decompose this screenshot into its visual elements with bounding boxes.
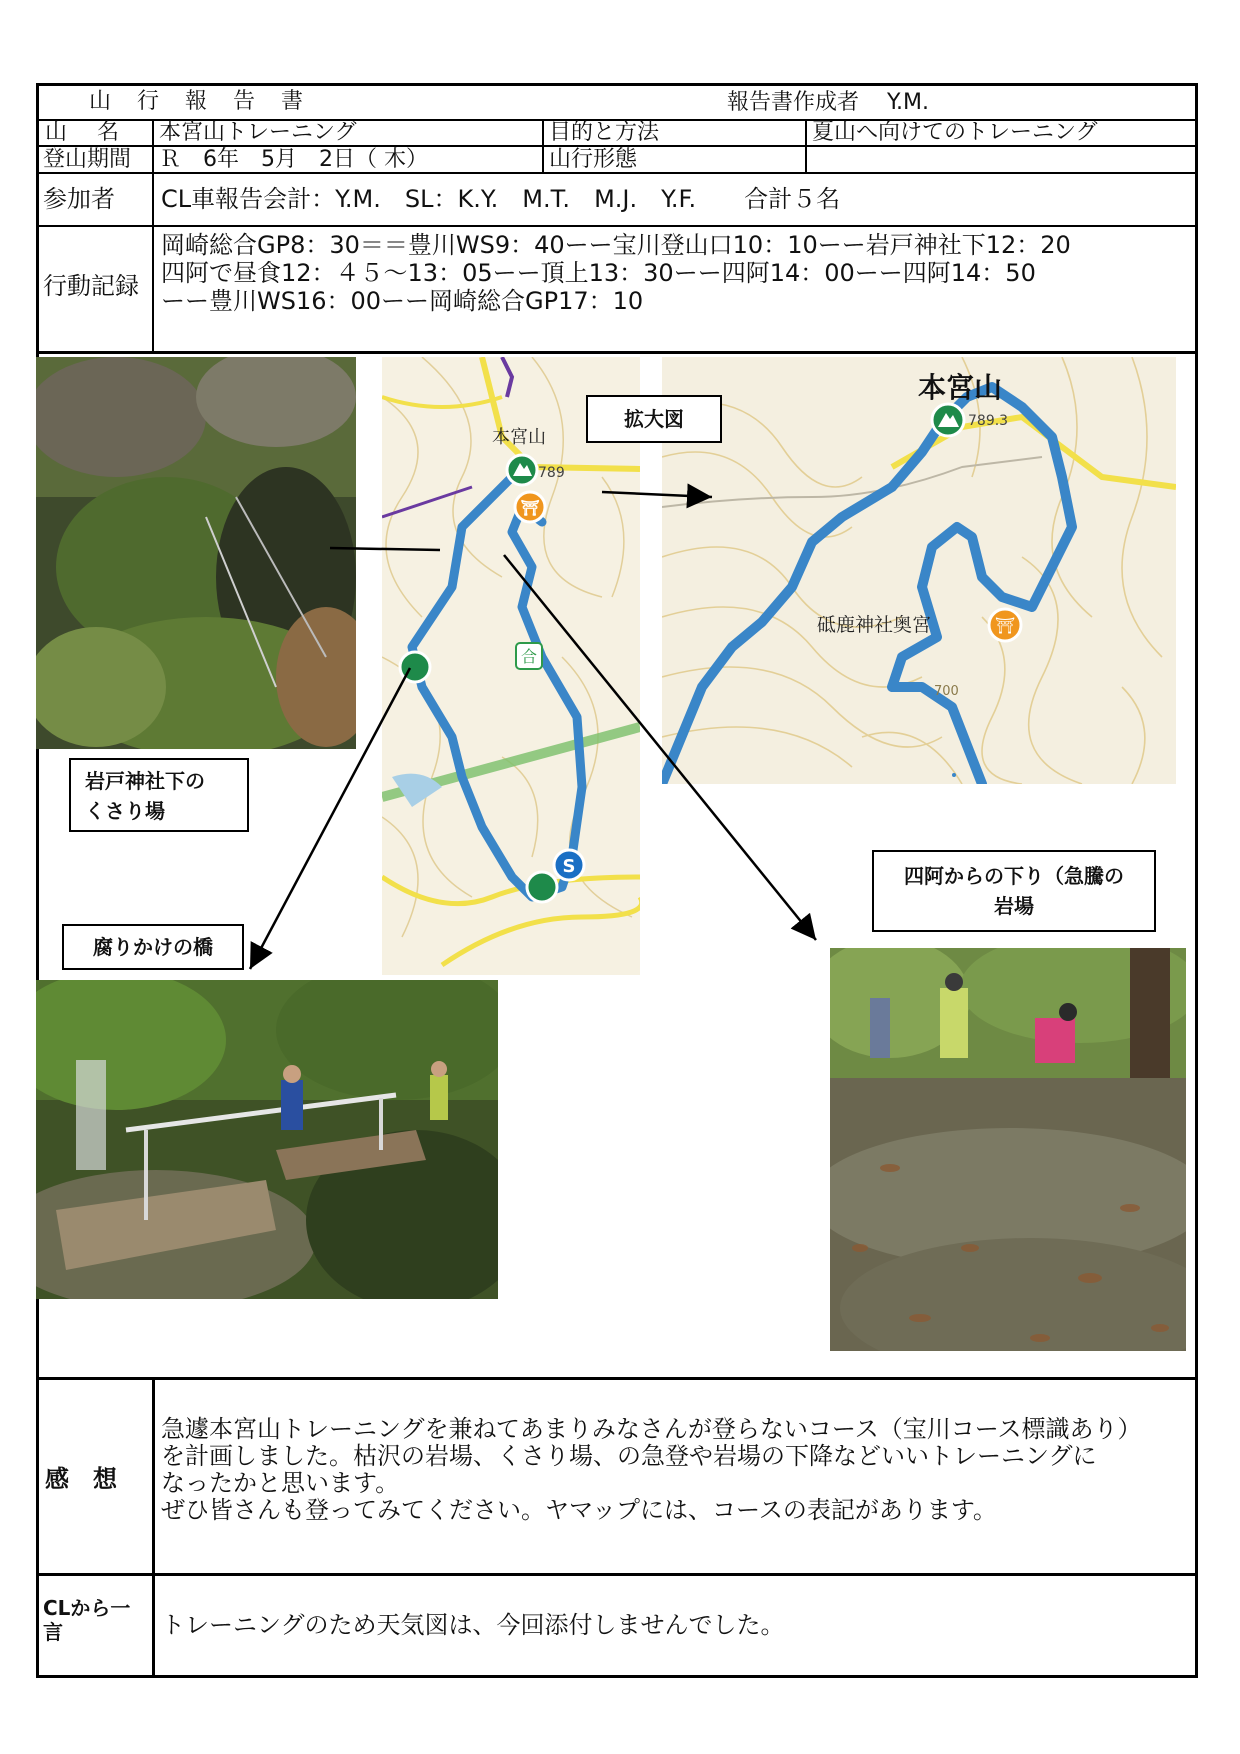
elevation-label-large: 789.3 <box>968 413 1009 429</box>
elevation-label: 789 <box>538 465 565 481</box>
style-label: 山行形態 <box>549 147 638 172</box>
cl-comment-text: トレーニングのため天気図は、今回添付しませんでした。 <box>161 1611 785 1639</box>
descent-caption-line: 四阿からの下り（急騰の <box>904 864 1124 888</box>
log-line: 四阿で昼食12：４５～13：05ーー頂上13：30ーー四阿14：00ーー四阿14：50 <box>161 259 1036 287</box>
log-label: 行動記録 <box>43 272 139 300</box>
purpose-label: 目的と方法 <box>549 120 660 145</box>
svg-text:⛩: ⛩ <box>520 499 540 517</box>
date-value: Ｒ 6年 5月 2日（ 木） <box>159 147 428 172</box>
impressions-line: 急遽本宮山トレーニングを兼ねてあまりみなさんが登らないコース（宝川コース標識あり） <box>161 1415 1142 1443</box>
chain-caption-line: 岩戸神社下の <box>85 769 205 793</box>
mountain-name: 本宮山トレーニング <box>159 120 357 145</box>
report-title: 山 行 報 告 書 <box>89 89 306 114</box>
chain-caption-line: くさり場 <box>85 799 165 823</box>
impressions-line: なったかと思います。 <box>161 1469 400 1497</box>
arrow-to-enlarged-map <box>602 492 712 497</box>
impressions-label: 感 想 <box>45 1465 117 1493</box>
descent-caption-line: 岩場 <box>994 894 1034 918</box>
impressions-line: ぜひ皆さんも登ってみてください。ヤマップには、コースの表記があります。 <box>161 1496 997 1524</box>
log-line: 岡崎総合GP8：30＝＝豊川WS9：40ーー宝川登山口10：10ーー岩戸神社下12：20 <box>161 231 1071 259</box>
summit-label: 本宮山 <box>492 427 546 448</box>
log-line: ーー豊川WS16：00ーー岡崎総合GP17：10 <box>161 287 644 315</box>
contour-label: 700 <box>934 684 959 699</box>
svg-text:⛩: ⛩ <box>994 616 1016 635</box>
summit-label-large: 本宮山 <box>918 371 1003 404</box>
zoom-caption-box: 拡大図 <box>586 395 722 443</box>
shrine-label: 砥鹿神社奥宮 <box>817 614 932 636</box>
arrow-to-chain-photo <box>330 548 440 550</box>
author-name: Y.M. <box>887 90 929 115</box>
members-label: 参加者 <box>43 185 115 213</box>
impressions-line: を計画しました。枯沢の岩場、くさり場、の急登や岩場の下降などいいトレーニングに <box>161 1442 1097 1470</box>
start-marker: S <box>562 856 576 877</box>
bridge-caption-box: 腐りかけの橋 <box>62 924 244 970</box>
purpose-value: 夏山へ向けてのトレーニング <box>812 120 1098 145</box>
cl-comment-label: CLから一言 <box>43 1596 131 1644</box>
arrow-to-bridge-photo <box>250 668 410 969</box>
svg-text:合: 合 <box>520 647 538 666</box>
arrow-to-descent-photo <box>504 555 816 940</box>
members-value: CL車報告会計：Y.M. SL：K.Y. M.T. M.J. Y.F. 合計５名 <box>161 185 841 213</box>
author-label: 報告書作成者 <box>727 90 860 115</box>
mountain-label: 山 名 <box>45 120 124 145</box>
date-label: 登山期間 <box>43 147 132 172</box>
